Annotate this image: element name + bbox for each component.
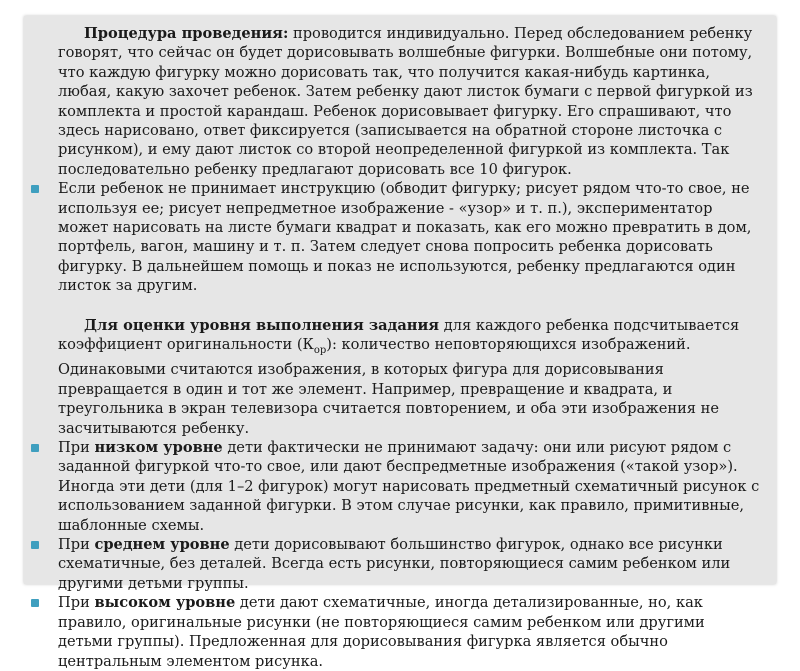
coefficient-subscript: ор	[313, 345, 327, 356]
low-level-label: низком уровне	[94, 439, 223, 457]
slide	[24, 16, 776, 670]
low-level-prefix: При	[58, 439, 95, 457]
medium-level-label: среднем уровне	[94, 536, 230, 554]
instruction-text: Если ребенок не принимает инструкцию (обводит фигурку; рисует рядом что-то свое, не используя ее; рисует непредметное изображение - «узор» и т. п.), экспериментатор может нарисовать на листе бумаги квадрат и показать, как его можно превратить в дом, портфель, вагон, машину и т. п. Затем следует снова попросить ребенка дорисовать фигурку. В дальнейшем помощь и показ не используются, ребенку предлагаются один листок за другим.	[58, 180, 752, 295]
medium-level-text: дети дорисовывают большинство фигурок, однако все рисунки схематичные, без деталей. Всегда есть рисунки, повторяющиеся самим ребенком или другими детьми группы.	[58, 536, 731, 592]
high-level-prefix: При	[58, 594, 95, 612]
instruction-paragraph	[58, 179, 762, 295]
slide-content	[58, 24, 762, 671]
procedure-label: Процедура проведения:	[84, 25, 289, 42]
evaluation-paragraph	[58, 316, 762, 438]
evaluation-text-b: ): количество неповторяющихся изображений. Одинаковыми считаются изображения, в которых фигура для дорисовывания превращается в один и тот же элемент. Например, превращение и квадрата, и треугольника в экран телевизора считается повторением, и оба эти изображения не засчитываются ребенку.	[58, 336, 720, 437]
procedure-paragraph	[58, 24, 762, 179]
paragraph-gap	[58, 296, 762, 316]
high-level-paragraph	[58, 593, 762, 671]
procedure-text: проводится индивидуально. Перед обследованием ребенку говорят, что сейчас он будет дорисовывать волшебные фигурки. Волшебные они потому, что каждую фигурку можно дорисовать так, что получится какая-нибудь картинка, любая, какую захочет ребенок. Затем ребенку дают листок бумаги с первой фигуркой из комплекта и простой карандаш. Ребенок дорисовывает фигурку. Его спрашивают, что здесь нарисовано, ответ фиксируется (записывается на обратной стороне листочка с рисунком), и ему дают листок со второй неопределенной фигуркой из комплекта. Так последовательно ребенку предлагают дорисовать все 10 фигурок.	[58, 25, 753, 178]
low-level-text: дети фактически не принимают задачу: они или рисуют рядом с заданной фигуркой что-то свое, или дают беспредметные изображения («такой узор»). Иногда эти дети (для 1–2 фигурок) могут нарисовать предметный схематичный рисунок с использованием заданной фигурки. В этом случае рисунки, как правило, примитивные, шаблонные схемы.	[58, 439, 760, 534]
medium-level-prefix: При	[58, 536, 95, 554]
medium-level-paragraph	[58, 535, 762, 593]
evaluation-text-a: для каждого ребенка подсчитывается коэффициент оригинальности (К	[58, 316, 740, 354]
low-level-paragraph	[58, 438, 762, 535]
high-level-text: дети дают схематичные, иногда детализированные, но, как правило, оригинальные рисунки (не повторяющиеся самим ребенком или другими детьми группы). Предложенная для дорисовывания фигурка является обычно центральным элементом рисунка.	[58, 594, 705, 670]
high-level-label: высоком уровне	[94, 594, 236, 612]
evaluation-label: Для оценки уровня выполнения задания	[84, 316, 440, 334]
